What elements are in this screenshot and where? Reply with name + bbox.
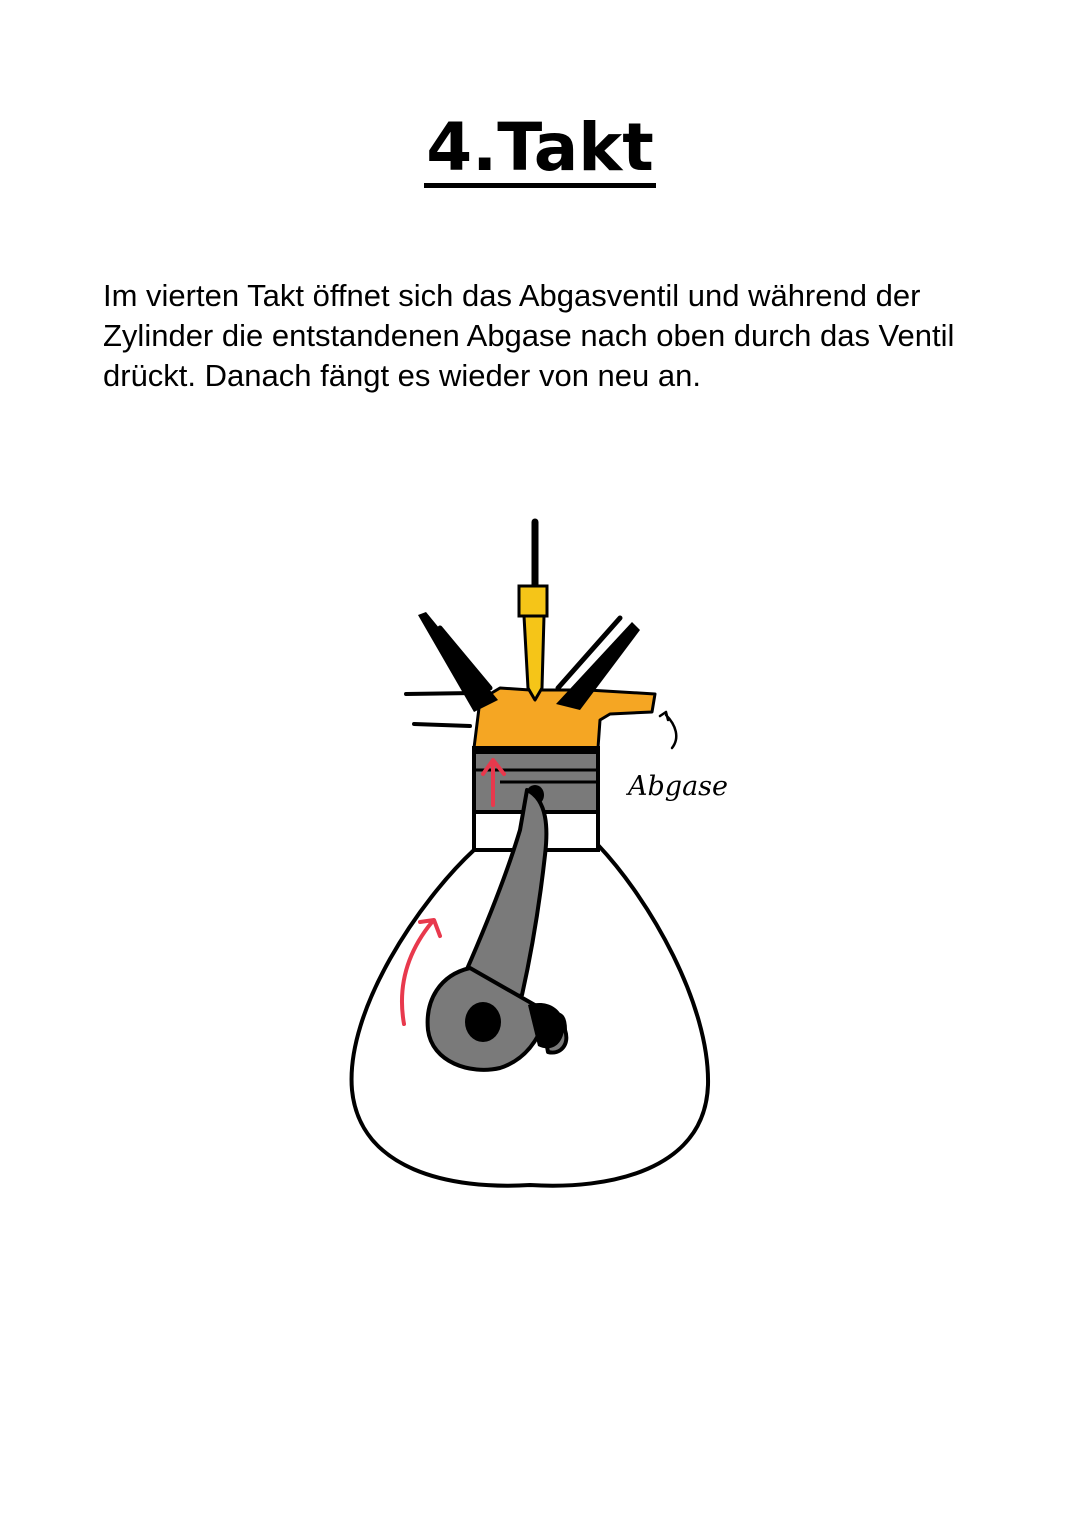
intake-valve <box>418 612 498 712</box>
spark-plug-cap <box>519 586 547 616</box>
spark-plug-body <box>524 616 544 700</box>
exhaust-label: Abgase <box>628 771 728 802</box>
page-title-text: 4.Takt <box>426 109 654 186</box>
intake-port-line <box>414 724 470 726</box>
description-text: Im vierten Takt öffnet sich das Abgasventil und während der Zylinder die entstandenen Abgase nach oben durch das Ventil drückt. Danach fängt es wieder von neu an. <box>103 278 955 393</box>
intake-port-line <box>406 693 474 694</box>
exhaust-pointer-arrow <box>660 712 676 748</box>
crankshaft-hole <box>465 1002 501 1042</box>
